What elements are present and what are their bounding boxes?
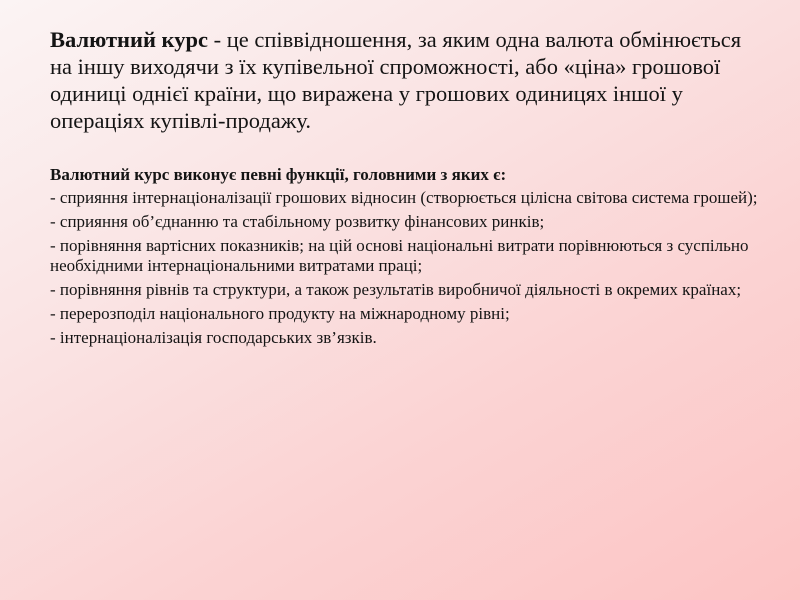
- functions-section: [50, 164, 760, 348]
- function-item: - сприяння об’єднанню та стабільному розвитку фінансових ринків;: [50, 212, 545, 231]
- definition-paragraph: [50, 26, 760, 134]
- function-item: - інтернаціоналізація господарських зв’язків.: [50, 328, 377, 347]
- definition-term: Валютний курс: [50, 27, 208, 52]
- function-item: - порівняння рівнів та структури, а також результатів виробничої діяльності в окремих країнах;: [50, 280, 742, 299]
- function-item: - порівняння вартісних показників; на цій основі національні витрати порівнюються з суспільно необхідними інтернаціональними витратами праці;: [50, 236, 749, 275]
- function-item: - сприяння інтернаціоналізації грошових відносин (створюється цілісна світова система грошей);: [50, 188, 758, 207]
- function-item: - перерозподіл національного продукту на міжнародному рівні;: [50, 304, 510, 323]
- definition-text: - це співвідношення, за яким одна валюта обмінюється на іншу виходячи з їх купівельної спроможності, або «ціна» грошової одиниці однієї країни, що виражена у грошових одиницях іншої у операціях купівлі-продажу.: [50, 27, 742, 133]
- slide-content: [50, 26, 760, 352]
- functions-heading: Валютний курс виконує певні функції, головними з яких є:: [50, 165, 507, 184]
